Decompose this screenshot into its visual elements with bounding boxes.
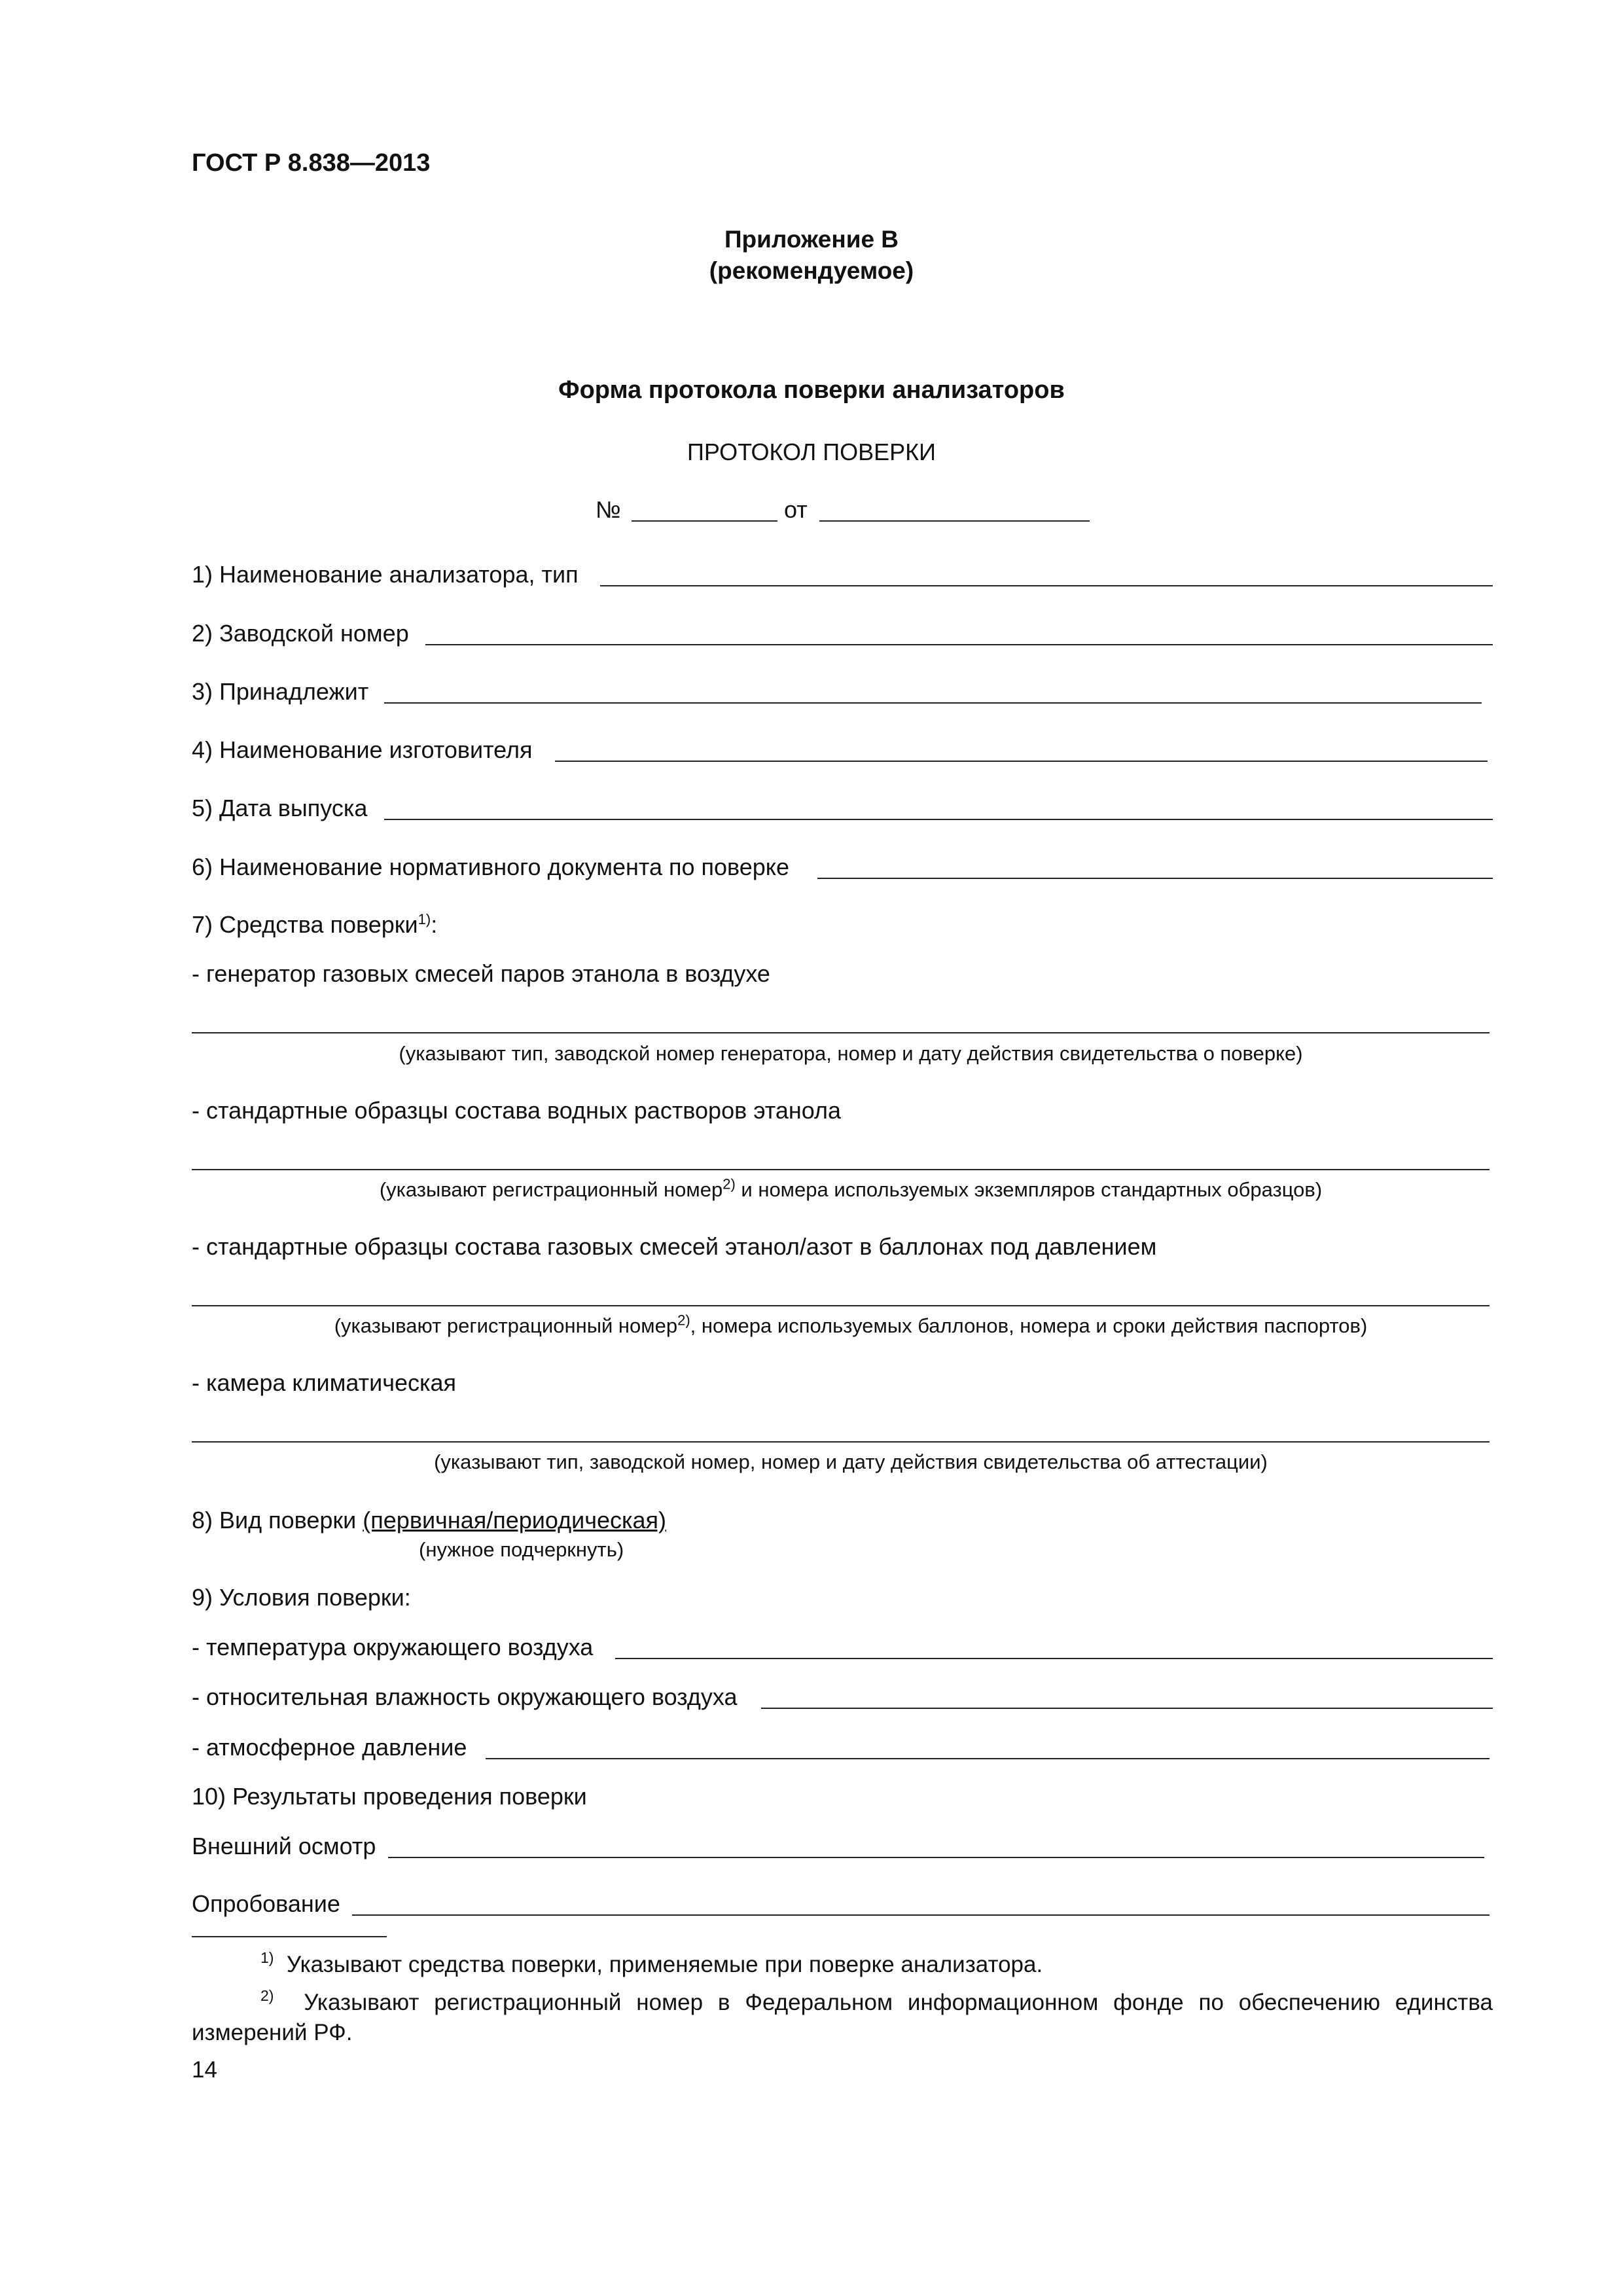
field-line-owner[interactable] <box>384 702 1482 704</box>
document-code: ГОСТ Р 8.838—2013 <box>192 149 431 177</box>
condition-pressure-label: - атмосферное давление <box>192 1734 467 1761</box>
condition-pressure-field[interactable] <box>486 1758 1489 1759</box>
kind-hint: (нужное подчеркнуть) <box>419 1538 624 1561</box>
result-visual-inspection-field[interactable] <box>388 1857 1484 1858</box>
protocol-title: ПРОТОКОЛ ПОВЕРКИ <box>687 439 936 465</box>
means-gas-mixtures-hint: (указывают регистрационный номер$^{2)}$, номера используемых баллонов, номера и сроки действия паспортов) <box>334 1312 1368 1337</box>
field-label-normative-document: 6) Наименование нормативного документа по поверке <box>192 853 789 880</box>
condition-humidity-label: - относительная влажность окружающего воздуха <box>192 1683 738 1710</box>
footnote-separator <box>192 1936 387 1937</box>
results-label: 10) Результаты проведения поверки <box>192 1783 587 1810</box>
field-label-serial-number: 2) Заводской номер <box>192 620 409 647</box>
footnote-1: $^{1)}$ Указывают средства поверки, применяемые при поверке анализатора. <box>260 1949 1043 1977</box>
field-line-manufacturer[interactable] <box>555 761 1488 762</box>
means-generator-field[interactable] <box>192 1032 1489 1033</box>
page-number: 14 <box>192 2057 217 2083</box>
annex-type: (рекомендуемое) <box>709 257 914 284</box>
field-line-serial-number[interactable] <box>425 644 1493 645</box>
condition-temperature-field[interactable] <box>615 1658 1493 1659</box>
field-line-release-date[interactable] <box>384 819 1493 820</box>
protocol-date-label: от <box>784 496 808 523</box>
conditions-label: 9) Условия поверки: <box>192 1584 411 1611</box>
protocol-number-field[interactable] <box>632 520 777 522</box>
means-water-solutions-field[interactable] <box>192 1169 1489 1170</box>
condition-humidity-field[interactable] <box>761 1708 1493 1709</box>
means-climate-chamber-field[interactable] <box>192 1441 1489 1443</box>
means-climate-chamber-hint: (указывают тип, заводской номер, номер и дату действия свидетельства об аттестации) <box>434 1450 1268 1473</box>
means-generator-hint: (указывают тип, заводской номер генератора, номер и дату действия свидетельства о поверке) <box>399 1042 1303 1065</box>
kind-label: 8) Вид поверки (первичная/периодическая) <box>192 1507 667 1534</box>
field-line-analyzer-name[interactable] <box>600 585 1493 586</box>
footnote-2-line1: $^{2)}$ Указывают регистрационный номер в Федеральном информационном фонде по обеспечению единства <box>260 1987 1493 2015</box>
field-label-release-date: 5) Дата выпуска <box>192 795 368 821</box>
field-label-analyzer-name: 1) Наименование анализатора, тип <box>192 561 579 588</box>
annex-title: Приложение В <box>724 226 899 253</box>
means-water-solutions-hint: (указывают регистрационный номер$^{2)}$ и номера используемых экземпляров стандартных образцов) <box>379 1175 1323 1201</box>
result-testing-field[interactable] <box>352 1914 1489 1916</box>
condition-temperature-label: - температура окружающего воздуха <box>192 1634 594 1660</box>
means-label: 7) Средства поверки$^{1)}$: <box>192 911 438 938</box>
means-generator: - генератор газовых смесей паров этанола в воздухе <box>192 960 770 987</box>
means-gas-mixtures-field[interactable] <box>192 1305 1489 1306</box>
kind-options[interactable]: (первичная/периодическая) <box>363 1507 667 1534</box>
form-title: Форма протокола поверки анализаторов <box>558 376 1065 404</box>
protocol-number-label: № <box>596 496 621 523</box>
field-line-normative-document[interactable] <box>817 878 1493 879</box>
field-label-manufacturer: 4) Наименование изготовителя <box>192 736 533 763</box>
protocol-date-field[interactable] <box>819 520 1090 522</box>
footnote-2-line2: измерений РФ. <box>192 2020 353 2045</box>
means-water-solutions: - стандартные образцы состава водных растворов этанола <box>192 1097 842 1124</box>
means-gas-mixtures: - стандартные образцы состава газовых смесей этанол/азот в баллонах под давлением <box>192 1233 1157 1260</box>
means-climate-chamber: - камера климатическая <box>192 1369 457 1396</box>
result-testing-label: Опробование <box>192 1890 340 1917</box>
field-label-owner: 3) Принадлежит <box>192 678 369 705</box>
result-visual-inspection-label: Внешний осмотр <box>192 1833 376 1859</box>
